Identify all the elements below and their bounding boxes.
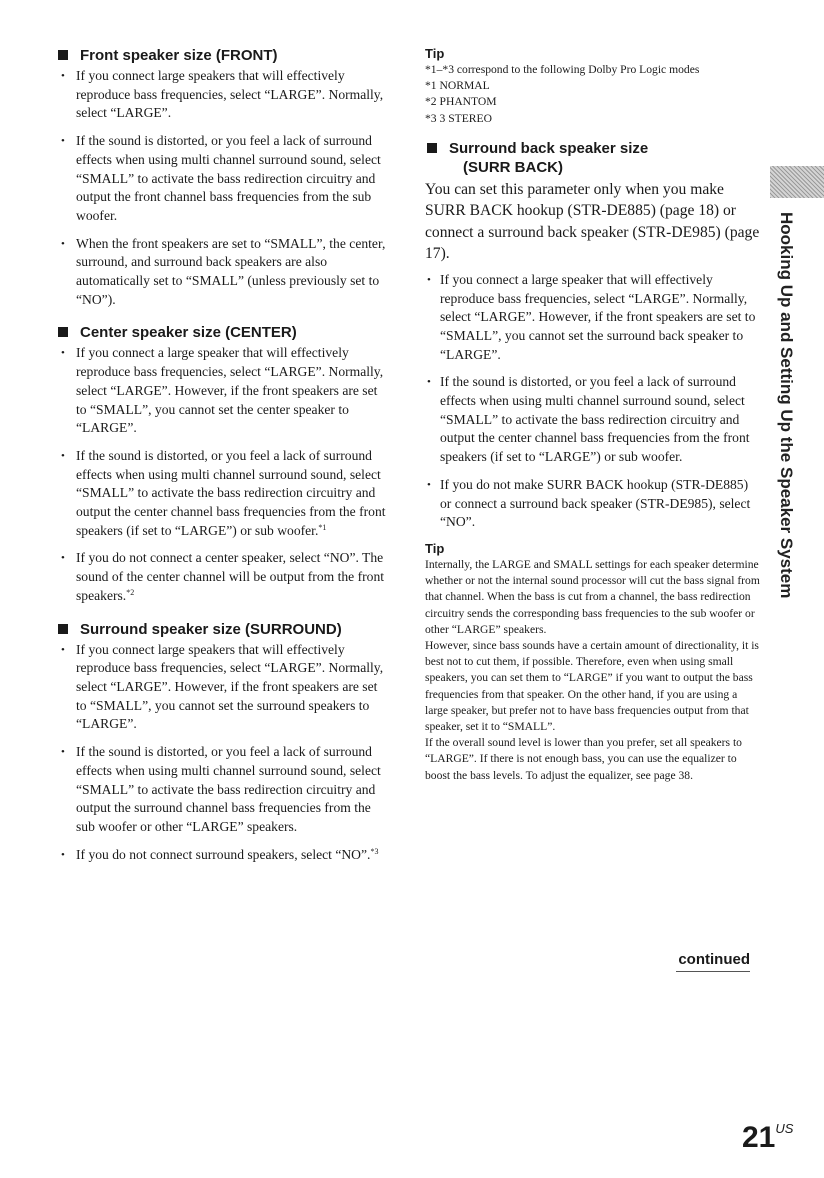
chapter-tab-marker [770,166,824,198]
tip-line: *1–*3 correspond to the following Dolby Pro Logic modes [425,63,700,76]
footnote-mark: *3 [370,846,379,856]
right-column [425,46,760,784]
center-speaker-list [56,344,386,605]
surround-back-list [425,271,760,532]
surround-back-intro: You can set this parameter only when you make SURR BACK hookup (STR-DE885) (page 18) or connect a surround back speaker (STR-DE985) (page 17). [425,180,760,263]
tip-title: Tip [425,540,445,556]
chapter-tab-label: Hooking Up and Setting Up the Speaker System [777,212,796,599]
bullet-square-icon [58,624,68,634]
surround-speaker-section [56,620,386,865]
tip-line: *3 3 STEREO [425,111,492,125]
list-item: • If the sound is distorted, or you feel a lack of surround effects when using multi channel surround sound, select “SMALL” to activate the bass redirection circuitry and output the center channel bass frequencies from the front speakers (if set to “LARGE”) or sub woofer. [425,373,760,467]
list-item: • If you connect large speakers that will effectively reproduce bass frequencies, select “LARGE”. Normally, select “LARGE”. However, if the front speakers are set to “SMALL”, you cannot set the surround speakers to “LARGE”. [56,641,386,735]
tip-line: *2 PHANTOM [425,95,497,109]
left-column [56,46,386,878]
tip-box-bass [425,541,760,784]
front-speaker-section [56,46,386,309]
surround-speaker-list [56,641,386,865]
list-item: • If the sound is distorted, or you feel a lack of surround effects when using multi channel surround sound, select “SMALL” to activate the bass redirection circuitry and output the front channel bass frequencies from the sub woofer. [56,132,386,226]
page-number: $21^{US}$ [742,1121,794,1154]
surround-speaker-heading: Surround speaker size (SURROUND) [56,620,386,639]
front-speaker-list [56,67,386,309]
list-item: • If the sound is distorted, or you feel a lack of surround effects when using multi channel surround sound, select “SMALL” to activate the bass redirection circuitry and output the surround channel bass frequencies from the sub woofer or other “LARGE” speakers. [56,743,386,837]
surround-back-heading: Surround back speaker size (SURR BACK) [425,139,760,177]
continued-label: continued [676,950,750,972]
list-item: • If you do not connect surround speakers, select “NO”.$^{*3}$ [56,846,386,865]
list-item: • If you do not make SURR BACK hookup (STR-DE885) or connect a surround back speaker (STR-DE985), select “NO”. [425,476,760,532]
list-item: • If you connect a large speaker that will effectively reproduce bass frequencies, select “LARGE”. Normally, select “LARGE”. However, if the front speakers are set to “SMALL”, you cannot set the surround back speaker to “LARGE”. [425,271,760,365]
front-speaker-heading: Front speaker size (FRONT) [56,46,386,65]
tip-title: Tip [425,46,445,61]
surround-back-section [425,139,760,532]
list-item: • When the front speakers are set to “SMALL”, the center, surround, and surround back speakers are also automatically set to “SMALL” (unless previously set to “NO”). [56,235,386,310]
list-item: • If the sound is distorted, or you feel a lack of surround effects when using multi channel surround sound, select “SMALL” to activate the bass redirection circuitry and output the center channel bass frequencies from the front speakers (if set to “LARGE”) or sub woofer.$^{*1}$ [56,447,386,541]
bullet-square-icon [58,50,68,60]
footnote-mark: *2 [126,587,135,597]
center-speaker-heading: Center speaker size (CENTER) [56,323,386,342]
tip-line: *1 NORMAL [425,79,490,93]
tip-paragraph: However, since bass sounds have a certain amount of directionality, it is best not to cut them, if possible. Therefore, even when using small speakers, you can set them to “LARGE” if you want to output the bass frequencies from that speaker. On the other hand, if you are using a large speaker, but prefer not to have bass frequencies output from that speaker, set it to “SMALL”. [425,638,759,733]
list-item: • If you do not connect a center speaker, select “NO”. The sound of the center channel will be output from the front speakers.$^{*2}$ [56,549,386,605]
center-speaker-section [56,323,386,605]
tip-paragraph: If the overall sound level is lower than you prefer, set all speakers to “LARGE”. If there is not enough bass, you can use the equalizer to boost the bass levels. To adjust the equalizer, see page 38. [425,736,742,782]
list-item: • If you connect large speakers that will effectively reproduce bass frequencies, select “LARGE”. Normally, select “LARGE”. [56,67,386,123]
list-item: • If you connect a large speaker that will effectively reproduce bass frequencies, select “LARGE”. Normally, select “LARGE”. However, if the front speakers are set to “SMALL”, you cannot set the center speaker to “LARGE”. [56,344,386,438]
tip-paragraph: Internally, the LARGE and SMALL settings for each speaker determine whether or not the internal sound processor will cut the bass signal from that channel. When the bass is cut from a channel, the bass redirection circuitry sends the corresponding bass frequencies to the sub woofer or other “LARGE” speakers. [425,557,760,636]
tip-box-modes [425,46,760,127]
bullet-square-icon [427,143,437,153]
bullet-square-icon [58,327,68,337]
footnote-mark: *1 [318,522,327,532]
